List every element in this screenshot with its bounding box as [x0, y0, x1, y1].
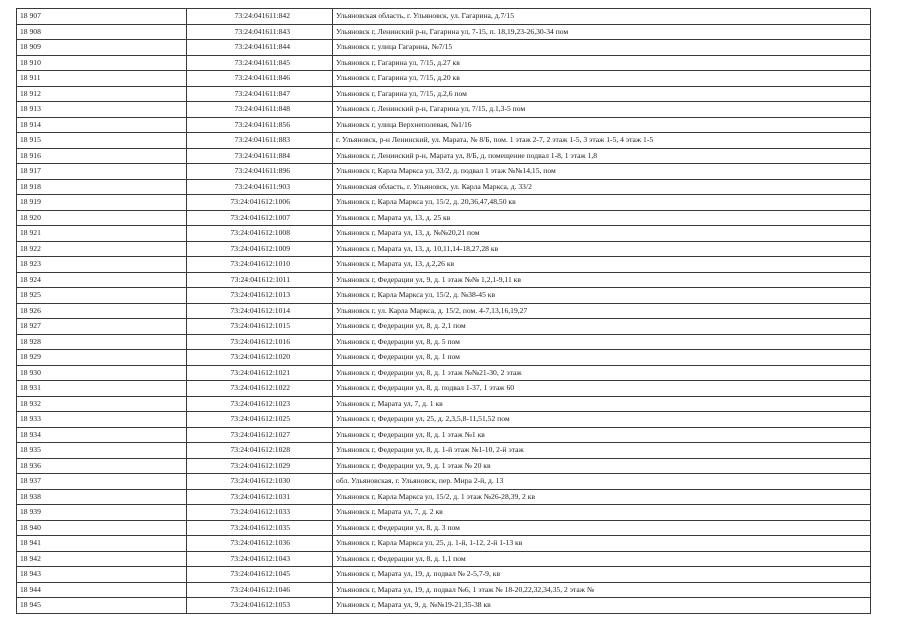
row-number-cell: 18 930: [17, 365, 187, 381]
cadastral-number-cell: 73:24:041612:1022: [187, 381, 333, 397]
table-row: [17, 148, 871, 164]
row-number-cell: 18 931: [17, 381, 187, 397]
address-cell: Ульяновск г, Гагарина ул, 7/15, д.2,6 пом: [333, 86, 871, 102]
table-row: [17, 272, 871, 288]
address-cell: Ульяновск г, Карла Маркса ул, 15/2, д. 20,36,47,48,50 кв: [333, 195, 871, 211]
row-number-cell: 18 916: [17, 148, 187, 164]
cadastral-number-cell: 73:24:041612:1008: [187, 226, 333, 242]
address-cell: Ульяновск г, Карла Маркса ул, 25, д. 1-й, 1-12, 2-й 1-13 кв: [333, 536, 871, 552]
cadastral-number-cell: 73:24:041612:1028: [187, 443, 333, 459]
address-cell: Ульяновская область, г. Ульяновск, ул. Гагарина, д.7/15: [333, 9, 871, 25]
table-row: [17, 288, 871, 304]
cadastral-number-cell: 73:24:041611:842: [187, 9, 333, 25]
address-cell: Ульяновск г, Марата ул, 13, д. №№20,21 пом: [333, 226, 871, 242]
row-number-cell: 18 929: [17, 350, 187, 366]
cadastral-number-cell: 73:24:041612:1035: [187, 520, 333, 536]
table-row: [17, 40, 871, 56]
cadastral-number-cell: 73:24:041612:1013: [187, 288, 333, 304]
cadastral-number-cell: 73:24:041611:847: [187, 86, 333, 102]
cadastral-number-cell: 73:24:041612:1031: [187, 489, 333, 505]
row-number-cell: 18 938: [17, 489, 187, 505]
row-number-cell: 18 925: [17, 288, 187, 304]
address-cell: Ульяновск г, Федерации ул, 8, д. 1 этаж №1 кв: [333, 427, 871, 443]
table-row: [17, 582, 871, 598]
cadastral-number-cell: 73:24:041611:844: [187, 40, 333, 56]
address-cell: Ульяновск г, Гагарина ул, 7/15, д.27 кв: [333, 55, 871, 71]
address-cell: Ульяновск г, Федерации ул, 8, д. 1 пом: [333, 350, 871, 366]
row-number-cell: 18 943: [17, 567, 187, 583]
address-cell: Ульяновск г, Федерации ул, 8, д. 1 этаж №№21-30, 2 этаж: [333, 365, 871, 381]
address-cell: Ульяновск г, Марата ул, 9, д. №№19-21,35-38 кв: [333, 598, 871, 614]
table-row: [17, 117, 871, 133]
address-cell: Ульяновск г, Ленинский р-н, Гагарина ул, 7-15, п. 18,19,23-26,30-34 пом: [333, 24, 871, 40]
table-row: [17, 195, 871, 211]
row-number-cell: 18 923: [17, 257, 187, 273]
row-number-cell: 18 932: [17, 396, 187, 412]
row-number-cell: 18 944: [17, 582, 187, 598]
address-cell: Ульяновская область, г. Ульяновск, ул. Карла Маркса, д. 33/2: [333, 179, 871, 195]
cadastral-number-cell: 73:24:041612:1011: [187, 272, 333, 288]
cadastral-number-cell: 73:24:041612:1029: [187, 458, 333, 474]
cadastral-number-cell: 73:24:041612:1015: [187, 319, 333, 335]
address-cell: Ульяновск г, Марата ул, 13, д.2,26 кв: [333, 257, 871, 273]
cadastral-number-cell: 73:24:041612:1014: [187, 303, 333, 319]
row-number-cell: 18 912: [17, 86, 187, 102]
table-row: [17, 427, 871, 443]
cadastral-number-cell: 73:24:041612:1006: [187, 195, 333, 211]
row-number-cell: 18 909: [17, 40, 187, 56]
table-row: [17, 179, 871, 195]
table-row: [17, 474, 871, 490]
table-row: [17, 86, 871, 102]
cadastral-number-cell: 73:24:041611:903: [187, 179, 333, 195]
table-row: [17, 567, 871, 583]
row-number-cell: 18 941: [17, 536, 187, 552]
row-number-cell: 18 924: [17, 272, 187, 288]
address-cell: обл. Ульяновская, г. Ульяновск, пер. Мира 2-й, д. 13: [333, 474, 871, 490]
cadastral-number-cell: 73:24:041612:1036: [187, 536, 333, 552]
table-row: [17, 55, 871, 71]
address-cell: Ульяновск г, Марата ул, 7, д. 1 кв: [333, 396, 871, 412]
row-number-cell: 18 914: [17, 117, 187, 133]
table-row: [17, 520, 871, 536]
cadastral-number-cell: 73:24:041612:1010: [187, 257, 333, 273]
cadastral-number-cell: 73:24:041612:1027: [187, 427, 333, 443]
address-cell: Ульяновск г, Федерации ул, 25, д. 2,3,5,8-11,51,52 пом: [333, 412, 871, 428]
row-number-cell: 18 915: [17, 133, 187, 149]
cadastral-number-cell: 73:24:041611:884: [187, 148, 333, 164]
row-number-cell: 18 917: [17, 164, 187, 180]
cadastral-number-cell: 73:24:041612:1021: [187, 365, 333, 381]
table-row: [17, 551, 871, 567]
table-row: [17, 536, 871, 552]
table-row: [17, 412, 871, 428]
address-cell: Ульяновск г, Федерации ул, 8, д. 2,1 пом: [333, 319, 871, 335]
row-number-cell: 18 920: [17, 210, 187, 226]
row-number-cell: 18 907: [17, 9, 187, 25]
cadastral-number-cell: 73:24:041612:1007: [187, 210, 333, 226]
address-cell: Ульяновск г, улица Гагарина, №7/15: [333, 40, 871, 56]
address-cell: Ульяновск г, ул. Карла Маркса, д. 15/2, пом. 4-7,13,16,19,27: [333, 303, 871, 319]
table-row: [17, 365, 871, 381]
row-number-cell: 18 940: [17, 520, 187, 536]
cadastral-number-cell: 73:24:041612:1009: [187, 241, 333, 257]
row-number-cell: 18 927: [17, 319, 187, 335]
address-cell: Ульяновск г, Федерации ул, 8, д. 1-й этаж №1-10, 2-й этаж: [333, 443, 871, 459]
registry-table-body: [17, 9, 871, 614]
row-number-cell: 18 928: [17, 334, 187, 350]
cadastral-number-cell: 73:24:041612:1030: [187, 474, 333, 490]
table-row: [17, 598, 871, 614]
table-row: [17, 443, 871, 459]
row-number-cell: 18 945: [17, 598, 187, 614]
address-cell: Ульяновск г, Федерации ул, 8, д. 5 пом: [333, 334, 871, 350]
table-row: [17, 210, 871, 226]
address-cell: Ульяновск г, улица Верхнеполевая, №1/16: [333, 117, 871, 133]
table-row: [17, 381, 871, 397]
address-cell: Ульяновск г, Федерации ул, 8, д. 3 пом: [333, 520, 871, 536]
address-cell: Ульяновск г, Карла Маркса ул, 15/2, д. №38-45 кв: [333, 288, 871, 304]
table-row: [17, 241, 871, 257]
row-number-cell: 18 911: [17, 71, 187, 87]
address-cell: Ульяновск г, Марата ул, 13, д. 25 кв: [333, 210, 871, 226]
registry-table: [16, 8, 871, 614]
cadastral-number-cell: 73:24:041612:1033: [187, 505, 333, 521]
row-number-cell: 18 922: [17, 241, 187, 257]
cadastral-number-cell: 73:24:041612:1043: [187, 551, 333, 567]
address-cell: Ульяновск г, Федерации ул, 8, д. 1,1 пом: [333, 551, 871, 567]
table-row: [17, 396, 871, 412]
table-row: [17, 226, 871, 242]
table-row: [17, 71, 871, 87]
cadastral-number-cell: 73:24:041611:843: [187, 24, 333, 40]
cadastral-number-cell: 73:24:041611:883: [187, 133, 333, 149]
row-number-cell: 18 918: [17, 179, 187, 195]
address-cell: г. Ульяновск, р-н Ленинский, ул. Марата, № 8/Б, пом. 1 этаж 2-7, 2 этаж 1-5, 3 этаж 1-5, 4 этаж 1-5: [333, 133, 871, 149]
table-row: [17, 505, 871, 521]
table-row: [17, 164, 871, 180]
address-cell: Ульяновск г, Карла Маркса ул, 15/2, д. 1 этаж №26-28,39, 2 кв: [333, 489, 871, 505]
address-cell: Ульяновск г, Федерации ул, 9, д. 1 этаж №№ 1,2,1-9,11 кв: [333, 272, 871, 288]
row-number-cell: 18 936: [17, 458, 187, 474]
cadastral-number-cell: 73:24:041611:845: [187, 55, 333, 71]
row-number-cell: 18 921: [17, 226, 187, 242]
row-number-cell: 18 942: [17, 551, 187, 567]
table-row: [17, 102, 871, 118]
row-number-cell: 18 935: [17, 443, 187, 459]
address-cell: Ульяновск г, Марата ул, 13, д. 10,11,14-18,27,28 кв: [333, 241, 871, 257]
cadastral-number-cell: 73:24:041612:1025: [187, 412, 333, 428]
cadastral-number-cell: 73:24:041611:846: [187, 71, 333, 87]
row-number-cell: 18 919: [17, 195, 187, 211]
address-cell: Ульяновск г, Марата ул, 7, д. 2 кв: [333, 505, 871, 521]
address-cell: Ульяновск г, Федерации ул, 8, д. подвал 1-37, 1 этаж 60: [333, 381, 871, 397]
cadastral-number-cell: 73:24:041612:1020: [187, 350, 333, 366]
cadastral-number-cell: 73:24:041612:1045: [187, 567, 333, 583]
row-number-cell: 18 934: [17, 427, 187, 443]
cadastral-number-cell: 73:24:041611:856: [187, 117, 333, 133]
address-cell: Ульяновск г, Ленинский р-н, Марата ул, 8/Б, д. помещение подвал 1-8, 1 этаж 1,8: [333, 148, 871, 164]
cadastral-number-cell: 73:24:041611:848: [187, 102, 333, 118]
cadastral-number-cell: 73:24:041612:1016: [187, 334, 333, 350]
row-number-cell: 18 926: [17, 303, 187, 319]
table-row: [17, 319, 871, 335]
row-number-cell: 18 908: [17, 24, 187, 40]
address-cell: Ульяновск г, Ленинский р-н, Гагарина ул, 7/15, д.1,3-5 пом: [333, 102, 871, 118]
table-row: [17, 24, 871, 40]
table-row: [17, 458, 871, 474]
table-row: [17, 334, 871, 350]
row-number-cell: 18 910: [17, 55, 187, 71]
table-row: [17, 489, 871, 505]
table-row: [17, 133, 871, 149]
address-cell: Ульяновск г, Марата ул, 19, д. подвал №6, 1 этаж № 18-20,22,32,34,35, 2 этаж №: [333, 582, 871, 598]
address-cell: Ульяновск г, Карла Маркса ул, 33/2, д. подвал 1 этаж №№14,15, пом: [333, 164, 871, 180]
address-cell: Ульяновск г, Федерации ул, 9, д. 1 этаж № 20 кв: [333, 458, 871, 474]
row-number-cell: 18 939: [17, 505, 187, 521]
cadastral-number-cell: 73:24:041611:896: [187, 164, 333, 180]
address-cell: Ульяновск г, Марата ул, 19, д. подвал № 2-5,7-9, кв: [333, 567, 871, 583]
cadastral-number-cell: 73:24:041612:1053: [187, 598, 333, 614]
table-row: [17, 257, 871, 273]
row-number-cell: 18 913: [17, 102, 187, 118]
cadastral-number-cell: 73:24:041612:1046: [187, 582, 333, 598]
table-row: [17, 9, 871, 25]
address-cell: Ульяновск г, Гагарина ул, 7/15, д.20 кв: [333, 71, 871, 87]
cadastral-number-cell: 73:24:041612:1023: [187, 396, 333, 412]
row-number-cell: 18 933: [17, 412, 187, 428]
table-row: [17, 350, 871, 366]
row-number-cell: 18 937: [17, 474, 187, 490]
table-row: [17, 303, 871, 319]
